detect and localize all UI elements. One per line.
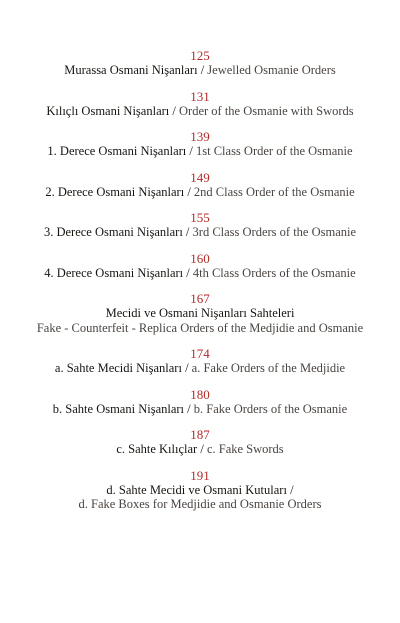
toc-entry-180 bbox=[0, 388, 400, 417]
page-number: 139 bbox=[190, 129, 210, 144]
turkish-title: d. Sahte Mecidi ve Osmani Kutuları bbox=[106, 482, 287, 497]
page-number: 191 bbox=[190, 467, 210, 483]
turkish-title: a. Sahte Mecidi Nişanları bbox=[54, 361, 182, 375]
english-title: c. Fake Swords bbox=[206, 442, 284, 456]
page-number: 131 bbox=[190, 88, 210, 104]
turkish-title: c. Sahte Kılıçlar bbox=[116, 442, 198, 456]
entry-title bbox=[0, 483, 400, 498]
table-of-contents bbox=[0, 49, 400, 524]
page-number: 149 bbox=[190, 169, 210, 185]
toc-entry-167 bbox=[0, 292, 400, 335]
english-title: d. Fake Boxes for Medjidie and Osmanie Orders bbox=[78, 497, 322, 511]
english-title: Fake - Counterfeit - Replica Orders of the Medjidie and Osmanie bbox=[36, 320, 364, 335]
entry-title bbox=[0, 225, 400, 240]
entry-title bbox=[0, 185, 400, 200]
title-separator: / bbox=[184, 401, 194, 416]
page-number: 155 bbox=[190, 210, 210, 225]
entry-subtitle bbox=[0, 321, 400, 336]
title-separator: / bbox=[197, 63, 208, 77]
entry-title bbox=[0, 402, 400, 417]
english-title: 2nd Class Order of the Osmanie bbox=[193, 184, 355, 199]
entry-title bbox=[0, 104, 400, 119]
entry-title bbox=[0, 63, 400, 78]
english-title: 1st Class Order of the Osmanie bbox=[196, 144, 353, 158]
entry-subtitle bbox=[0, 497, 400, 512]
title-separator: / bbox=[182, 225, 193, 239]
toc-entry-125 bbox=[0, 49, 400, 78]
title-separator: / bbox=[197, 442, 207, 456]
turkish-title: Mecidi ve Osmani Nişanları Sahteleri bbox=[105, 306, 295, 320]
turkish-title: Kılıçlı Osmani Nişanları bbox=[46, 103, 170, 118]
toc-entry-155 bbox=[0, 211, 400, 240]
turkish-title: b. Sahte Osmani Nişanları bbox=[52, 401, 185, 416]
english-title: 3rd Class Orders of the Osmanie bbox=[192, 225, 357, 239]
turkish-title: Murassa Osmani Nişanları bbox=[64, 63, 198, 77]
toc-entry-149 bbox=[0, 171, 400, 200]
title-separator: / bbox=[184, 184, 194, 199]
title-separator: / bbox=[169, 103, 179, 118]
title-separator: / bbox=[183, 265, 193, 280]
toc-entry-131 bbox=[0, 90, 400, 119]
entry-title bbox=[0, 306, 400, 321]
english-title: b. Fake Orders of the Osmanie bbox=[193, 401, 348, 416]
entry-title bbox=[0, 266, 400, 281]
entry-title bbox=[0, 442, 400, 457]
turkish-title: 4. Derece Osmani Nişanları bbox=[44, 265, 184, 280]
turkish-title: 3. Derece Osmani Nişanları bbox=[43, 225, 183, 239]
english-title: 4th Class Orders of the Osmanie bbox=[192, 265, 356, 280]
page-number: 125 bbox=[190, 48, 210, 63]
turkish-title: 2. Derece Osmani Nişanları bbox=[45, 184, 185, 199]
page-number: 160 bbox=[190, 250, 210, 266]
english-title: a. Fake Orders of the Medjidie bbox=[191, 361, 346, 375]
toc-entry-187 bbox=[0, 428, 400, 457]
turkish-title: 1. Derece Osmani Nişanları bbox=[47, 144, 187, 158]
page-number: 174 bbox=[190, 346, 210, 361]
page-number: 167 bbox=[190, 291, 210, 306]
english-title: Jewelled Osmanie Orders bbox=[207, 63, 336, 77]
toc-entry-139 bbox=[0, 130, 400, 159]
entry-title bbox=[0, 361, 400, 376]
page-number: 180 bbox=[190, 386, 210, 402]
title-separator: / bbox=[186, 144, 196, 158]
english-title: Order of the Osmanie with Swords bbox=[179, 103, 354, 118]
toc-entry-174 bbox=[0, 347, 400, 376]
toc-entry-191 bbox=[0, 469, 400, 512]
toc-entry-160 bbox=[0, 252, 400, 281]
entry-title bbox=[0, 144, 400, 159]
page-number: 187 bbox=[190, 427, 210, 442]
title-separator: / bbox=[181, 361, 192, 375]
title-separator: / bbox=[286, 482, 294, 497]
